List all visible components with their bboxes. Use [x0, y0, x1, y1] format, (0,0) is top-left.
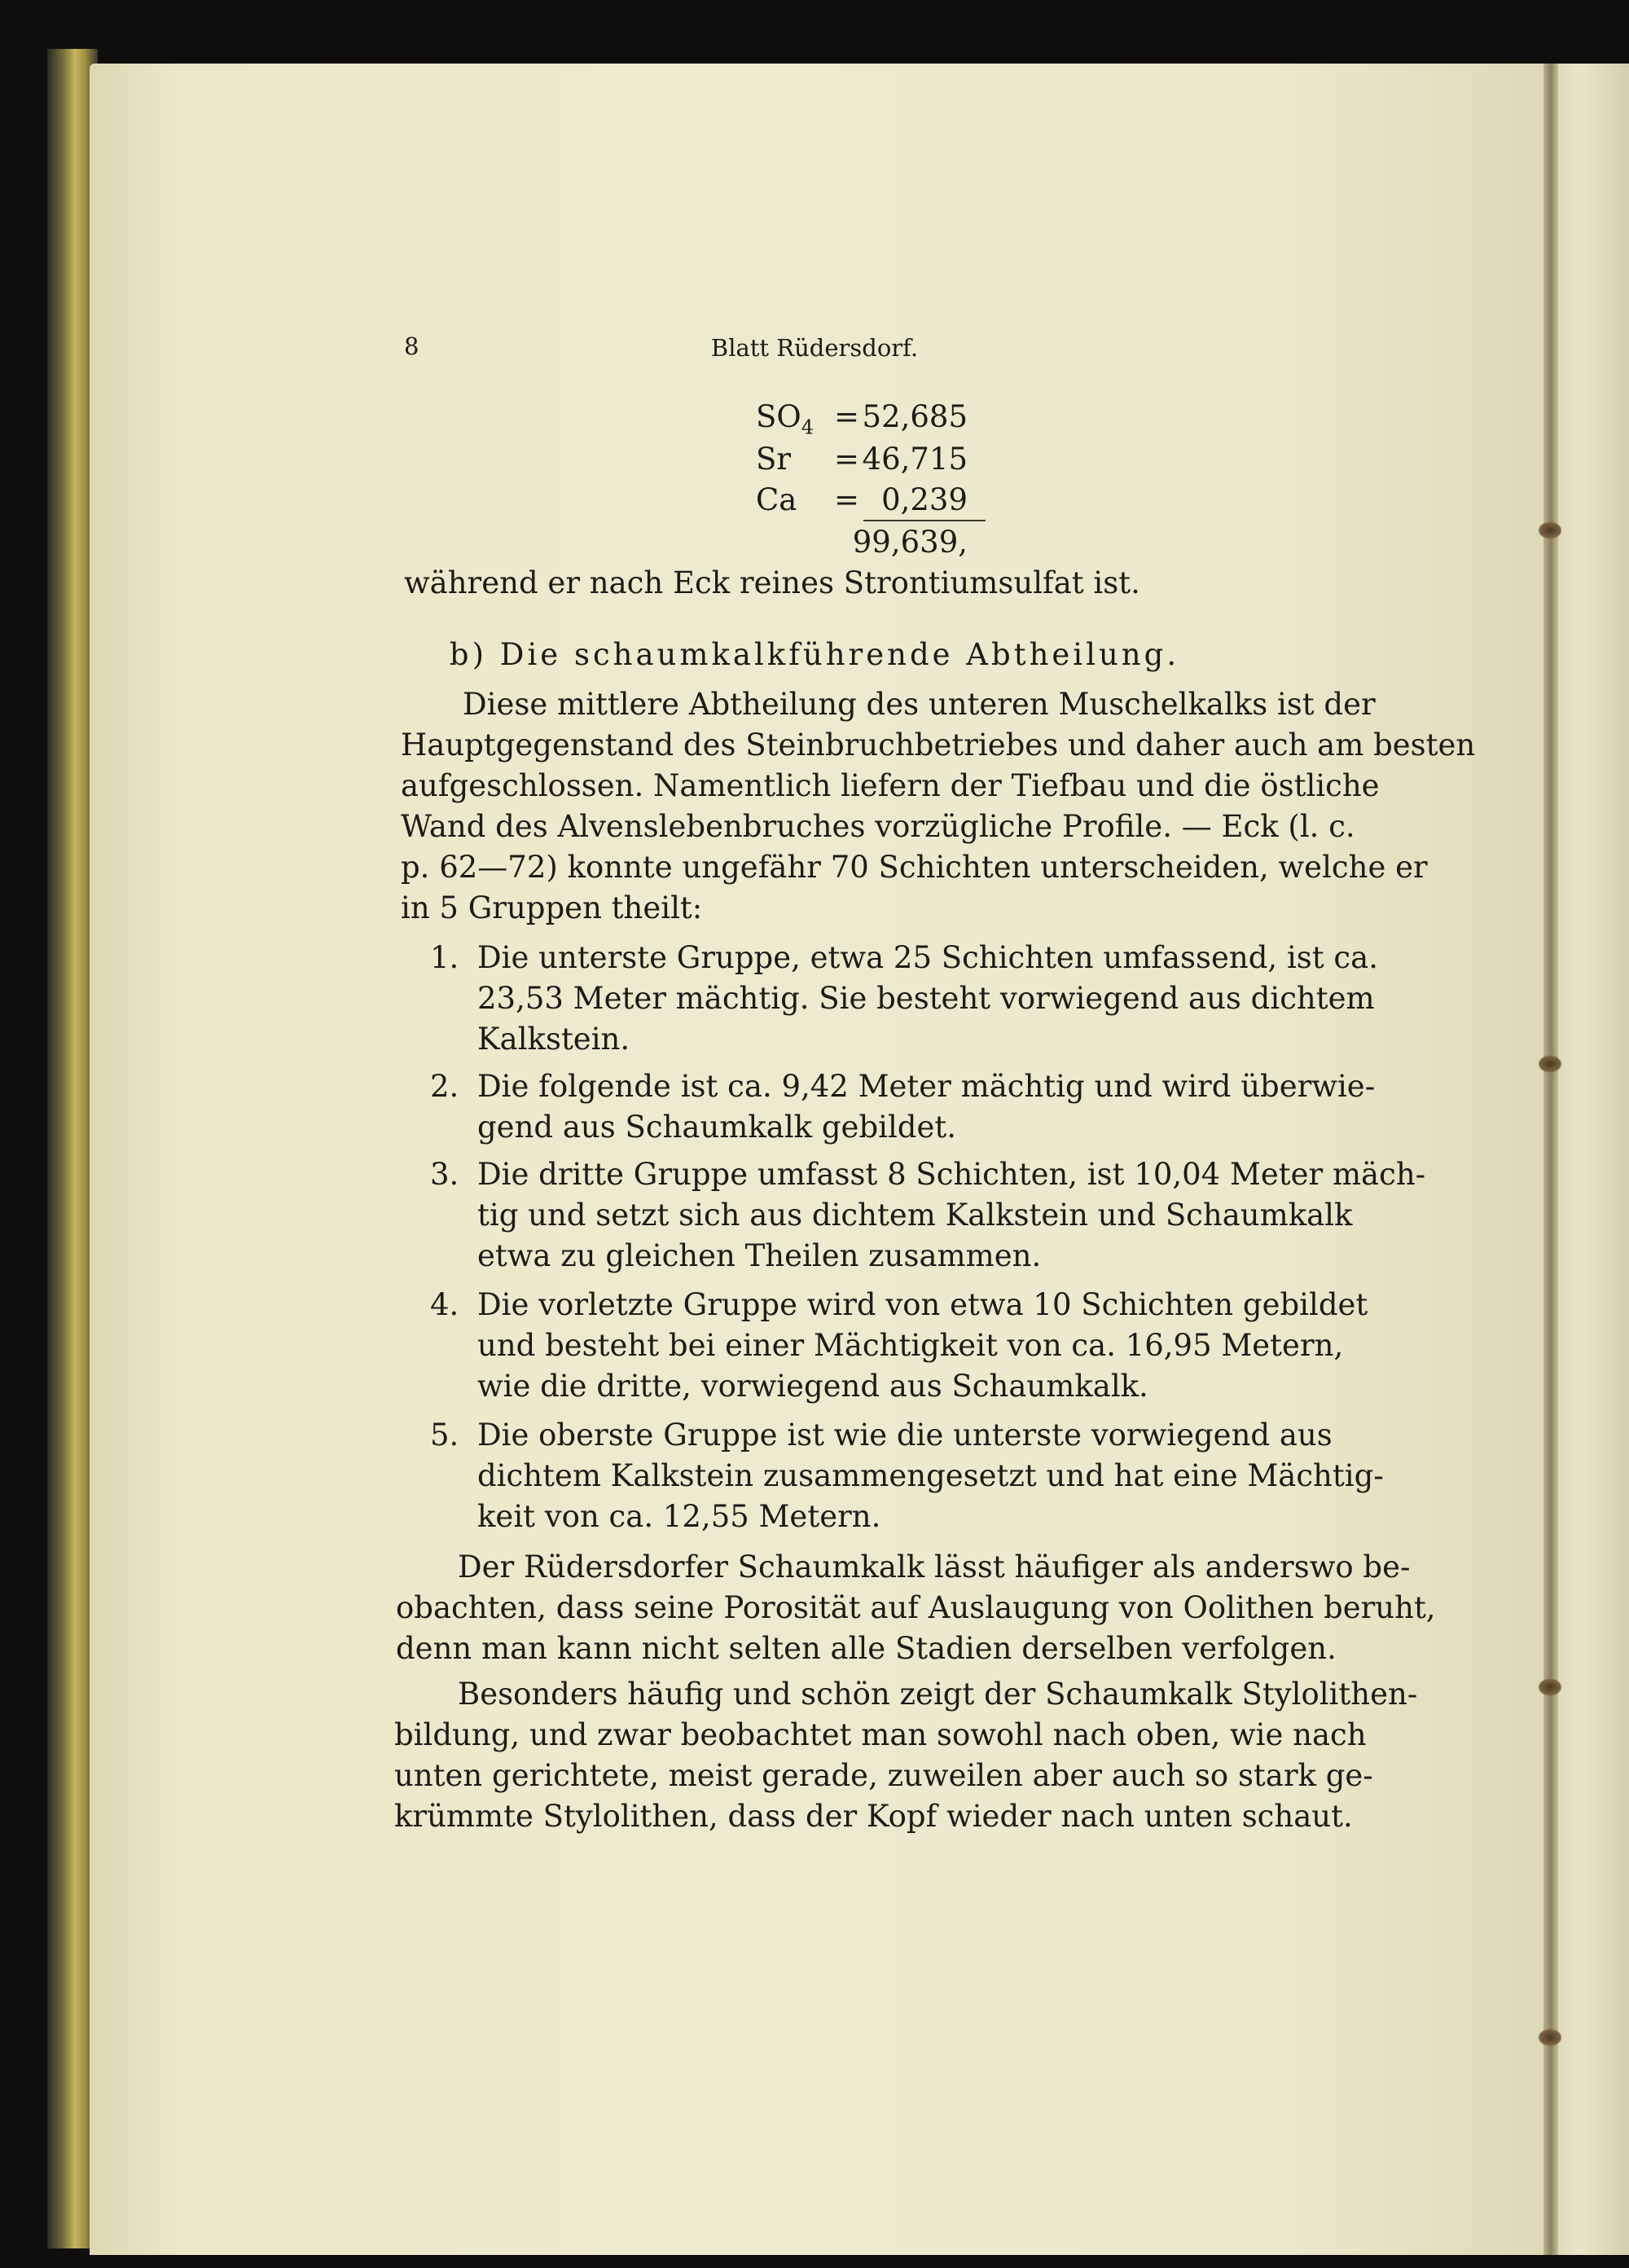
analysis-total: 99,639, [852, 525, 968, 560]
text-line: Der Rüdersdorfer Schaumkalk lässt häufiger als anderswo be- [458, 1549, 1411, 1585]
text-line: gend aus Schaumkalk gebildet. [477, 1110, 957, 1145]
text-line: denn man kann nicht selten alle Stadien derselben verfolgen. [396, 1631, 1337, 1666]
analysis-value: 0,239 [881, 482, 968, 517]
text-line: aufgeschlossen. Namentlich liefern der Tiefbau und die östliche [401, 768, 1380, 803]
text-line: Hauptgegenstand des Steinbruchbetriebes und daher auch am besten [401, 727, 1476, 763]
text-line: Die dritte Gruppe umfasst 8 Schichten, ist 10,04 Meter mäch- [477, 1157, 1426, 1192]
text-line: krümmte Stylolithen, dass der Kopf wieder nach unten schaut. [394, 1799, 1353, 1834]
analysis-element: $SO_4$ [756, 399, 814, 439]
list-number: 5. [430, 1418, 459, 1453]
text-line: dichtem Kalkstein zusammengesetzt und hat eine Mächtig- [477, 1458, 1384, 1493]
text-line: keit von ca. 12,55 Metern. [477, 1499, 881, 1534]
list-number: 3. [430, 1157, 459, 1192]
text-line: in 5 Gruppen theilt: [401, 890, 703, 925]
sum-rule [863, 520, 986, 521]
list-number: 1. [430, 940, 459, 975]
text-line: Besonders häufig und schön zeigt der Schaumkalk Stylolithen- [458, 1677, 1418, 1712]
analysis-value: 46,715 [862, 442, 968, 477]
text-line: und besteht bei einer Mächtigkeit von ca. 16,95 Metern, [477, 1328, 1344, 1363]
text-line: Die oberste Gruppe ist wie die unterste vorwiegend aus [477, 1418, 1333, 1453]
text-line: Kalkstein. [477, 1022, 630, 1057]
section-heading: b) Die schaumkalkführende Abtheilung. [449, 637, 1180, 672]
analysis-sign: = [834, 399, 860, 434]
text-line: wie die dritte, vorwiegend aus Schaumkalk. [477, 1369, 1148, 1404]
list-number: 4. [430, 1287, 459, 1322]
analysis-element: Ca [756, 482, 797, 517]
running-title: Blatt Rüdersdorf. [710, 334, 919, 362]
list-number: 2. [430, 1069, 459, 1104]
analysis-value: 52,685 [862, 399, 968, 434]
text-line: tig und setzt sich aus dichtem Kalkstein und Schaumkalk [477, 1198, 1353, 1233]
analysis-sign: = [834, 482, 860, 517]
text-line: 23,53 Meter mächtig. Sie besteht vorwiegend aus dichtem [477, 981, 1375, 1016]
analysis-sign: = [834, 442, 860, 477]
text-line: während er nach Eck reines Strontiumsulfat ist. [404, 565, 1140, 600]
page-number: 8 [404, 332, 419, 360]
text-line: Die vorletzte Gruppe wird von etwa 10 Schichten gebildet [477, 1287, 1368, 1322]
text-line: Die unterste Gruppe, etwa 25 Schichten umfassend, ist ca. [477, 940, 1378, 975]
text-line: bildung, und zwar beobachtet man sowohl nach oben, wie nach [394, 1717, 1367, 1752]
analysis-element: Sr [756, 442, 792, 477]
text-line: Wand des Alvenslebenbruches vorzügliche Profile. — Eck (l. c. [401, 809, 1355, 844]
text-line: unten gerichtete, meist gerade, zuweilen aber auch so stark ge- [394, 1758, 1373, 1793]
text-line: Die folgende ist ca. 9,42 Meter mächtig und wird überwie- [477, 1069, 1376, 1104]
text-line: obachten, dass seine Porosität auf Auslaugung von Oolithen beruht, [396, 1590, 1436, 1625]
text-line: Diese mittlere Abtheilung des unteren Muschelkalks ist der [463, 687, 1376, 722]
text-line: p. 62—72) konnte ungefähr 70 Schichten unterscheiden, welche er [401, 850, 1428, 885]
text-line: etwa zu gleichen Theilen zusammen. [477, 1238, 1042, 1273]
